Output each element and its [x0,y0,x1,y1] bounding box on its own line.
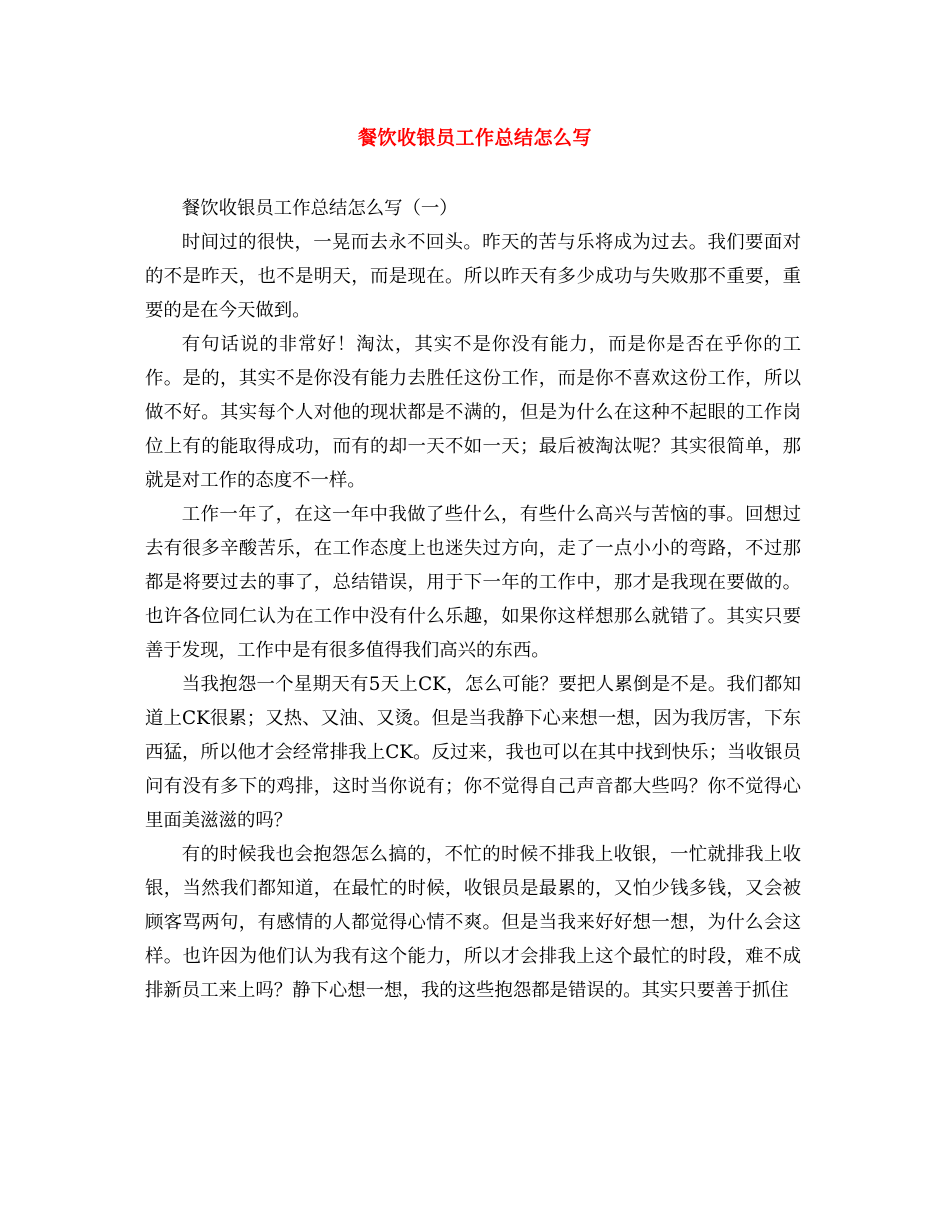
paragraph: 时间过的很快，一晃而去永不回头。昨天的苦与乐将成为过去。我们要面对的不是昨天，也不是明天，而是现在。所以昨天有多少成功与失败那不重要，重要的是在今天做到。 [145,232,801,321]
section-heading: 餐饮收银员工作总结怎么写（一） [181,198,458,219]
paragraph: 有句话说的非常好！淘汰，其实不是你没有能力，而是你是否在乎你的工作。是的，其实不是你没有能力去胜任这份工作，而是你不喜欢这份工作，所以做不好。其实每个人对他的现状都是不满的，但是为什么在这种不起眼的工作岗位上有的能取得成功，而有的却一天不如一天；最后被淘汰呢？其实很简单，那就是对工作的态度不一样。 [145,334,801,491]
paragraph: 工作一年了，在这一年中我做了些什么，有些什么高兴与苦恼的事。回想过去有很多辛酸苦乐，在工作态度上也迷失过方向，走了一点小小的弯路，不过那都是将要过去的事了，总结错误，用于下一年的工作中，那才是我现在要做的。也许各位同仁认为在工作中没有什么乐趣，如果你这样想那么就错了。其实只要善于发现，工作中是有很多值得我们高兴的东西。 [145,504,801,661]
paragraph: 有的时候我也会抱怨怎么搞的，不忙的时候不排我上收银，一忙就排我上收银，当然我们都知道，在最忙的时候，收银员是最累的，又怕少钱多钱，又会被顾客骂两句，有感情的人都觉得心情不爽。但是当我来好好想一想，为什么会这样。也许因为他们认为我有这个能力，所以才会排我上这个最忙的时段，难不成排新员工来上吗？静下心想一想，我的这些抱怨都是错误的。其实只要善于抓住 [145,844,801,1001]
document-title: 餐饮收银员工作总结怎么写 [357,127,592,149]
paragraph: 当我抱怨一个星期天有5天上CK，怎么可能？要把人累倒是不是。我们都知道上CK很累；又热、又油、又烫。但是当我静下心来想一想，因为我厉害，下东西猛，所以他才会经常排我上CK。反过来，我也可以在其中找到快乐；当收银员问有没有多下的鸡排，这时当你说有；你不觉得自己声音都大些吗？你不觉得心里面美滋滋的吗？ [145,674,801,831]
document-body [145,192,801,1008]
